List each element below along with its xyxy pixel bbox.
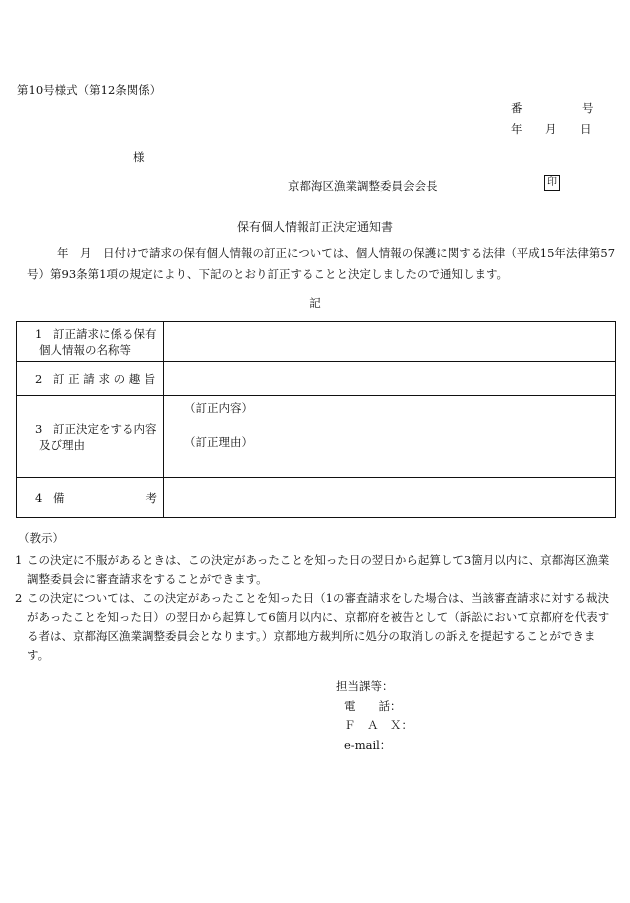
contact-block (336, 677, 413, 755)
row3-label-cell (17, 396, 164, 478)
sender-name: 京都海区漁業調整委員会会長 (288, 179, 438, 193)
row1-label-line2: 個人情報の名称等 (39, 343, 131, 357)
row3-number: 3 (35, 421, 43, 436)
table-row (17, 362, 616, 396)
seal-mark: 印 (544, 175, 560, 191)
note-text: この決定については、この決定があったことを知った日（1の審査請求をした場合は、当該審査請求に対する裁決があったことを知った日）の翌日から起算して6箇月以内に、京都府を被告として（訴訟において京都府を代表する者は、京都海区漁業調整委員会となります。）京都地方裁判所に処分の取消しの訴えを提起することができます。 (27, 591, 610, 662)
date-label-month: 月 (545, 122, 557, 136)
row2-number: 2 (35, 372, 43, 386)
row4-number: 4 (35, 490, 43, 505)
row1-number: 1 (35, 327, 43, 341)
date-label-year: 年 (511, 122, 523, 136)
ki-heading: 記 (309, 296, 321, 310)
note-item (15, 551, 615, 589)
table-row (17, 478, 616, 518)
addressee-suffix: 様 (133, 150, 145, 164)
row2-label: 訂 正 請 求 の 趣 旨 (53, 372, 156, 386)
document-title: 保有個人情報訂正決定通知書 (236, 220, 393, 234)
correction-content-label: （訂正内容） (184, 401, 253, 415)
number-label-ban: 番 (511, 101, 523, 115)
row4-label-a: 備 (53, 490, 65, 505)
note-text: この決定に不服があるときは、この決定があったことを知った日の翌日から起算して3箇月以内に、京都海区漁業調整委員会に審査請求をすることができます。 (27, 553, 610, 586)
row2-label-cell (17, 362, 164, 396)
row1-value-cell (164, 322, 616, 362)
row3-label-line2: 及び理由 (39, 437, 85, 452)
row2-value-cell (164, 362, 616, 396)
notes-heading: （教示） (18, 531, 64, 545)
contact-fax-label: Ｆ Ａ Ｘ： (344, 718, 413, 732)
row4-label-cell (17, 478, 164, 518)
row4-label-b: 考 (145, 490, 157, 505)
table-row (17, 396, 616, 478)
contact-email-label: e-mail： (344, 737, 392, 752)
row3-label-line1: 訂正決定をする内容 (53, 421, 157, 436)
number-label-go: 号 (582, 101, 594, 115)
note-number: 2 (15, 591, 23, 605)
row1-label-cell (17, 322, 164, 362)
correction-reason-label: （訂正理由） (184, 435, 253, 449)
row1-label-line1: 訂正請求に係る保有 (53, 327, 157, 341)
decision-table (16, 321, 616, 518)
body-paragraph: 年 月 日付けで請求の保有個人情報の訂正については、個人情報の保護に関する法律（平成15年法律第57号）第93条第1項の規定により、下記のとおり訂正することと決定しましたので通知します。 (27, 246, 616, 281)
note-number: 1 (15, 553, 23, 567)
row4-value-cell (164, 478, 616, 518)
contact-staff-label: 担当課等： (336, 679, 394, 693)
date-label-day: 日 (580, 122, 592, 136)
contact-phone-label: 電 話： (344, 698, 402, 713)
table-row (17, 322, 616, 362)
form-number: 第10号様式（第12条関係） (17, 83, 162, 97)
row3-value-cell (164, 396, 616, 478)
note-item (15, 589, 615, 665)
